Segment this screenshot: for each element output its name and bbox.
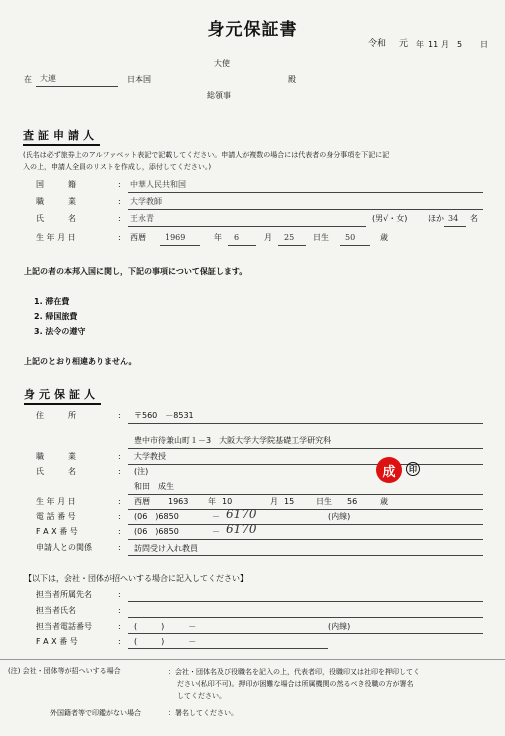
footer-note-body: [168, 666, 498, 702]
g-fax-dash: －: [212, 527, 220, 536]
g-address: 豊中市待兼山町１－3 大阪大学大学院基礎工学研究科: [134, 436, 332, 445]
applicant-note-2: 入の上，申請人全員のリストを作成し，添付してください。): [23, 163, 212, 171]
consul-label: 総領事: [207, 91, 231, 100]
colon: :: [118, 214, 121, 223]
g-relation-label: 申請人との関係: [36, 543, 92, 552]
others-count: 34: [448, 214, 459, 223]
date-month-label: 月: [441, 40, 449, 49]
footer-note-body-3: してください。: [177, 692, 226, 700]
g-dob-month: 10: [222, 497, 233, 506]
g-age-label: 歳: [380, 497, 388, 506]
company-heading: 【以下は，会社・団体が招へいする場合に記入してください】: [24, 574, 248, 583]
g-occupation-label: 職 業: [36, 452, 76, 461]
colon: :: [118, 527, 121, 536]
footer-foreign-head: 外国籍者等で印鑑がない場合: [50, 709, 141, 717]
dob-year-label: 年: [214, 233, 222, 242]
age-label: 歳: [380, 233, 388, 242]
g-tel-label: 電 話 番 号: [36, 512, 76, 521]
colon: :: [118, 467, 121, 476]
colon: :: [118, 497, 121, 506]
c-fax-line: [128, 648, 328, 649]
g-dob-line: [128, 509, 483, 510]
c-fax-blank: ( ) －: [134, 637, 197, 646]
g-address-line: [128, 448, 483, 449]
confirm-text: 上記のとおり相違ありません。: [24, 357, 137, 366]
footer-note-body-1: ：会社・団体名及び役職名を記入の上，代表者印，役職印又は社印を押印してく: [168, 668, 420, 676]
occupation-value: 大学教師: [130, 197, 162, 206]
ambassador-label: 大使: [214, 59, 230, 68]
name-label: 氏 名: [36, 214, 76, 223]
colon: :: [118, 543, 121, 552]
applicant-note-1: (氏名は必ず旅券上のアルファベット表記で記載してください。申請人が複数の場合には代表者の身分事項を下記に記: [23, 151, 390, 159]
country-label: 日本国: [127, 75, 151, 84]
g-dob-era: 西暦: [134, 497, 150, 506]
g-year-label: 年: [208, 497, 216, 506]
g-month-label: 月: [270, 497, 278, 506]
seal-stamp: 成: [376, 457, 402, 483]
g-occupation-line: [128, 464, 483, 465]
guarantee-item-1: 1. 滞在費: [34, 297, 70, 306]
colon: :: [118, 637, 121, 646]
dob-day-line: [278, 245, 306, 246]
c-person-line: [128, 617, 483, 618]
c-person-label: 担当者氏名: [36, 606, 76, 615]
g-name-label: 氏 名: [36, 467, 76, 476]
at-label: 在: [24, 75, 32, 84]
colon: :: [118, 606, 121, 615]
nationality-value: 中華人民共和国: [130, 180, 186, 189]
date-era: 令和: [368, 39, 387, 49]
guarantor-heading: 身元保証人: [24, 386, 101, 405]
colon: :: [118, 622, 121, 631]
colon: :: [118, 233, 121, 242]
c-tel-label: 担当者電話番号: [36, 622, 92, 631]
date-year: 元: [399, 39, 409, 49]
name-value: 王永青: [130, 214, 154, 223]
footer-note-head: (注) 会社・団体等が招へいする場合: [8, 667, 121, 675]
g-age: 56: [347, 497, 358, 506]
others-unit: 名: [470, 214, 478, 223]
applicant-heading: 査証申請人: [23, 127, 100, 146]
g-name-line: [128, 494, 483, 495]
colon: :: [118, 197, 121, 206]
nationality-label: 国 籍: [36, 180, 76, 189]
dob-day: 25: [284, 233, 295, 242]
occupation-label: 職 業: [36, 197, 76, 206]
c-fax-label: F A X 番 号: [36, 637, 78, 646]
footer-foreign-body: ：署名してください。: [168, 709, 238, 717]
others-line: [444, 226, 466, 227]
c-affiliation-label: 担当者所属先名: [36, 590, 92, 599]
g-fax-label: F A X 番 号: [36, 527, 78, 536]
c-affiliation-line: [128, 601, 483, 602]
colon: :: [118, 512, 121, 521]
form-title: 身元保証書: [207, 20, 298, 40]
guarantee-intro: 上記の者の本邦入国に関し，下記の事項について保証します。: [24, 267, 248, 276]
age-line: [340, 245, 370, 246]
guarantee-item-2: 2. 帰国旅費: [34, 312, 78, 321]
inkan-mark: 印: [406, 462, 420, 476]
c-tel-blank: ( ) －: [134, 622, 197, 631]
footer-note-body-2: ださい(私印不可)。押印が困難な場合は所属機関の然るべき役職の方が署名: [177, 680, 414, 688]
g-dob-label: 生 年 月 日: [36, 497, 76, 506]
dob-year-line: [160, 245, 200, 246]
g-relation-line: [128, 555, 483, 556]
c-tel-line: [128, 633, 483, 634]
dob-day-label: 日生: [313, 233, 329, 242]
city-underline: [36, 86, 118, 87]
g-dob-year: 1963: [168, 497, 189, 506]
city-value: 大連: [40, 74, 56, 83]
g-fax-area: (06 )6850: [134, 527, 179, 536]
dob-month: 6: [234, 233, 240, 242]
age-value: 50: [345, 233, 356, 242]
g-tel-ext: 6170: [226, 507, 257, 521]
g-name: 和田 成生: [134, 482, 174, 491]
date-month: 11: [428, 40, 439, 49]
g-occupation: 大学教授: [134, 452, 166, 461]
colon: :: [118, 452, 121, 461]
date-day: 5: [457, 40, 463, 49]
c-tel-naisen: (内線): [328, 622, 351, 631]
g-postal: 〒560 －8531: [134, 411, 194, 420]
sex-value: (男√・女): [372, 214, 408, 223]
occupation-line: [128, 209, 483, 210]
dob-month-line: [228, 245, 256, 246]
g-tel-area: (06 )6850: [134, 512, 179, 521]
date-day-label: 日: [480, 40, 488, 49]
dob-year: 1969: [165, 233, 186, 242]
g-tel-naisen: (内線): [328, 512, 351, 521]
g-fax-line: [128, 539, 483, 540]
g-relation: 訪問受け入れ教員: [134, 544, 198, 553]
g-tel-line: [128, 524, 483, 525]
name-line: [128, 226, 366, 227]
footer-divider: [0, 659, 505, 660]
nationality-line: [128, 192, 483, 193]
g-dob-day: 15: [284, 497, 295, 506]
guarantee-item-3: 3. 法令の遵守: [34, 327, 86, 336]
dob-label: 生 年 月 日: [36, 233, 76, 242]
colon: :: [118, 590, 121, 599]
colon: :: [118, 411, 121, 420]
g-postal-line: [128, 423, 483, 424]
colon: :: [118, 180, 121, 189]
g-tel-dash: －: [212, 512, 220, 521]
date-year-label: 年: [416, 40, 424, 49]
others-label: ほか: [428, 214, 444, 223]
g-address-label: 住 所: [36, 411, 76, 420]
g-fax-ext: 6170: [226, 522, 257, 536]
honorific: 殿: [288, 75, 296, 84]
dob-month-label: 月: [264, 233, 272, 242]
g-name-note: (注): [134, 467, 149, 476]
dob-era: 西暦: [130, 233, 146, 242]
g-day-label: 日生: [316, 497, 332, 506]
